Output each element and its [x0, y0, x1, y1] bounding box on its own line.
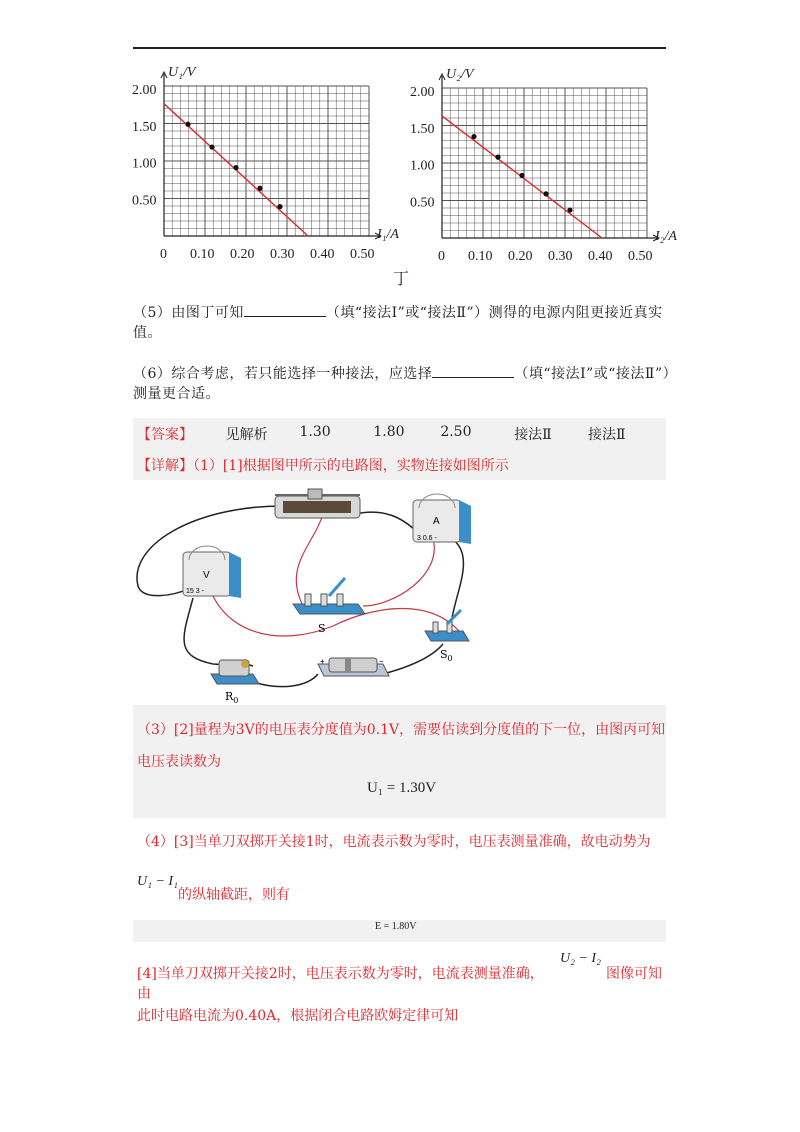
x-axis-label: I₁/A: [377, 227, 399, 242]
q6-text-post: （填“接法Ⅰ”或“接法Ⅱ”）测量更合适。: [133, 366, 671, 402]
part4-line2: 的纵轴截距，则有: [178, 887, 290, 903]
u1-i1-chart: [130, 58, 399, 267]
data-point: [567, 207, 572, 212]
data-point: [495, 155, 500, 160]
wire: [184, 598, 253, 666]
wire: [363, 538, 434, 606]
answer-item: 1.80: [373, 424, 405, 440]
part4b-math: U₂ − I₂: [560, 951, 601, 966]
wire: [383, 644, 443, 674]
data-point: [185, 122, 190, 127]
resistor-label: $R_0$: [225, 690, 239, 705]
ammeter: [413, 494, 471, 544]
q5-blank[interactable]: [244, 302, 326, 317]
voltmeter-terminals: 15 3 -: [186, 588, 204, 595]
part4b-line1-pre: [4]当单刀双掷开关接2时，电压表示数为零时，电流表测量准确，由: [137, 966, 544, 1002]
data-point: [257, 186, 262, 191]
data-point: [519, 173, 524, 178]
answer-item: 1.30: [299, 424, 331, 440]
voltmeter: [183, 546, 241, 598]
voltmeter-label: V: [203, 570, 210, 581]
switch-s0-label: $S_0$: [440, 648, 453, 663]
part3-line1: （3）[2]量程为3V的电压表分度值为0.1V，需要估读到分度值的下一位，由图丙可知: [137, 722, 666, 738]
wire: [296, 514, 323, 606]
x-tick-label: 0: [438, 249, 445, 264]
rheostat: [275, 489, 360, 518]
data-point: [233, 165, 238, 170]
battery: [318, 657, 389, 676]
x-tick-label: 0.40: [587, 249, 613, 264]
y-tick-label: 1.00: [132, 156, 157, 172]
switch-s-label: S: [318, 622, 326, 635]
part4b-line2: 此时电路电流为0.40A，根据闭合电路欧姆定律可知: [137, 1008, 459, 1024]
answer-row: [137, 424, 657, 444]
switch-s: [293, 578, 365, 635]
detail-text: （1）[1]根据图甲所示的电路图，实物连接如图所示: [193, 458, 509, 474]
y-tick-label: 1.50: [410, 121, 435, 137]
ammeter-terminals: 3 0.6 -: [417, 535, 437, 542]
x-tick-label: 0.40: [309, 247, 335, 262]
u1-i1-chart-svg: [130, 58, 399, 263]
part4-math: U₁ − I₁: [137, 874, 178, 889]
detail-line: [137, 455, 509, 475]
circuit-diagram: [133, 486, 477, 705]
part4-equation: E = 1.80V: [375, 921, 417, 932]
y-tick-label: 0.50: [132, 193, 157, 209]
battery-plus: +: [320, 657, 325, 666]
question-6: [133, 363, 673, 404]
part4b-line1-post: 图像可知: [606, 966, 662, 982]
x-tick-label: 0.30: [269, 247, 295, 262]
answer-tag: 【答案】: [137, 427, 193, 443]
wire: [253, 674, 318, 687]
figure-label: 丁: [393, 269, 410, 288]
x-tick-label: 0.10: [467, 249, 493, 264]
q6-number: （6）: [133, 366, 172, 382]
y-tick-label: 1.00: [410, 158, 435, 174]
x-tick-label: 0.50: [349, 247, 375, 262]
y-axis-label: U₂/V: [446, 67, 474, 82]
x-axis-label: I₂/A: [655, 229, 677, 244]
part3-line2: 电压表读数为: [137, 754, 221, 770]
x-tick-label: 0.30: [547, 249, 573, 264]
u2-i2-chart-svg: [408, 60, 693, 265]
question-5: [133, 302, 673, 343]
x-tick-label: 0.20: [507, 249, 533, 264]
q5-text-pre: 由图丁可知: [171, 305, 244, 321]
x-tick-label: 0.10: [189, 247, 215, 262]
data-point: [277, 204, 282, 209]
x-tick-label: 0.20: [229, 247, 255, 262]
q5-number: （5）: [133, 305, 172, 321]
q6-blank[interactable]: [432, 363, 514, 378]
ammeter-label: A: [433, 516, 440, 527]
q6-text-pre: 综合考虑，若只能选择一种接法，应选择: [171, 366, 433, 382]
x-tick-label: 0: [160, 247, 167, 262]
part4-line1: （4）[3]当单刀双掷开关接1时，电流表示数为零时，电压表测量准确，故电动势为: [137, 834, 651, 850]
x-tick-label: 0.50: [627, 249, 653, 264]
data-point: [543, 191, 548, 196]
part3-equation: U₁ = 1.30V: [367, 780, 437, 796]
header-rule: [133, 47, 666, 49]
detail-tag: 【详解】: [137, 458, 193, 474]
battery-minus: −: [379, 657, 384, 666]
y-tick-label: 1.50: [132, 119, 157, 135]
answer-item: 接法Ⅱ: [514, 427, 552, 443]
circuit-svg: [133, 486, 477, 705]
u2-i2-chart: [408, 60, 693, 269]
data-point: [209, 144, 214, 149]
y-tick-label: 2.00: [132, 83, 157, 98]
y-tick-label: 2.00: [410, 85, 435, 100]
data-point: [471, 134, 476, 139]
y-tick-label: 0.50: [410, 195, 435, 211]
q5-text-post: （填“接法Ⅰ”或“接法Ⅱ”）测得的电源内阻更接近真实值。: [133, 305, 663, 341]
switch-s0: [425, 610, 469, 663]
y-axis-label: U₁/V: [168, 65, 196, 80]
answer-item: 2.50: [440, 424, 472, 440]
resistor-r0: [211, 660, 259, 705]
answer-item: 见解析: [225, 427, 268, 443]
answer-item: 接法Ⅱ: [588, 427, 626, 443]
